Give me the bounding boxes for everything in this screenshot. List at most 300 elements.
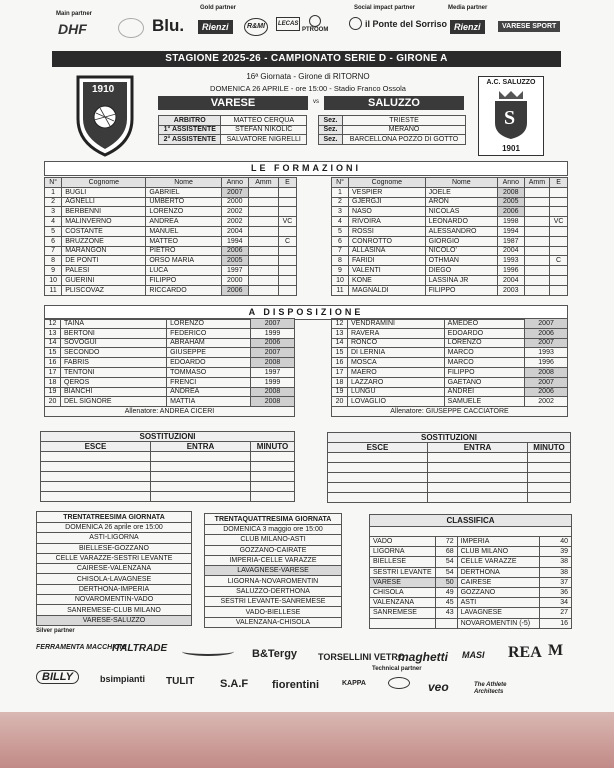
standings-team: BIELLESE (370, 557, 436, 567)
player-year: 2007 (525, 338, 568, 348)
col-amm: Amm (524, 178, 550, 188)
player-surname: MOSCA (348, 358, 445, 368)
player-surname: BERBENNI (62, 207, 146, 217)
player-cautions (248, 187, 278, 197)
player-surname: BUGLI (62, 187, 146, 197)
player-year: 2008 (525, 367, 568, 377)
player-number: 15 (45, 348, 61, 358)
player-role (278, 275, 296, 285)
player-surname: QEROS (61, 377, 167, 387)
player-number: 12 (45, 319, 61, 329)
silver-partner-logo: MASI (462, 650, 485, 660)
fixture: CAIRESE-VALENZANA (37, 564, 192, 574)
player-number: 15 (332, 348, 348, 358)
player-surname: MARANGON (62, 246, 146, 256)
player-name: MARCO (444, 358, 524, 368)
player-year: 2002 (221, 207, 248, 217)
sub-minute-cell[interactable] (528, 453, 571, 463)
sub-out-cell[interactable] (41, 492, 151, 502)
col-amm: Amm (248, 178, 278, 188)
player-year: 2006 (221, 285, 248, 295)
player-name: PIETRO (146, 246, 221, 256)
player-year: 2008 (251, 397, 295, 407)
sub-in-cell[interactable] (428, 453, 528, 463)
standings-team: CAIRESE (457, 577, 539, 587)
player-role: VC (278, 217, 296, 227)
silver-partner-logo: bsimpianti (100, 674, 146, 684)
player-name: LORENZO (444, 338, 524, 348)
player-name: GABRIEL (146, 187, 221, 197)
standings-row (370, 557, 572, 567)
player-name: LEONARDO (425, 217, 497, 227)
sub-out-cell[interactable] (328, 463, 428, 473)
official-role: 1° ASSISTENTE (159, 125, 221, 135)
fixture: VALENZANA-CHISOLA (205, 617, 342, 627)
player-cautions (248, 207, 278, 217)
subs-header-row (328, 443, 571, 453)
player-number: 7 (45, 246, 62, 256)
sub-in-cell[interactable] (151, 492, 251, 502)
player-number: 3 (332, 207, 349, 217)
away-team-name: SALUZZO (324, 96, 464, 110)
player-year: 2002 (221, 217, 248, 227)
fixture-row (37, 543, 192, 553)
player-name: OTHMAN (425, 256, 497, 266)
subs-minuto-header: MINUTO (251, 442, 295, 452)
player-cautions (248, 236, 278, 246)
saluzzo-crest-icon (478, 76, 544, 156)
player-cautions (248, 197, 278, 207)
home-subs-table (40, 431, 295, 502)
player-number: 19 (332, 387, 348, 397)
player-number: 10 (45, 275, 62, 285)
standings-row (370, 547, 572, 557)
official-row (159, 135, 307, 145)
player-year: 2007 (525, 319, 568, 329)
coach-row (332, 407, 568, 417)
player-year: 2008 (251, 358, 295, 368)
player-surname: MAGNALDI (349, 285, 426, 295)
sub-minute-cell[interactable] (251, 472, 295, 482)
standings-points (435, 618, 457, 628)
player-year: 1997 (221, 266, 248, 276)
player-year: 2005 (498, 197, 525, 207)
formazioni-title: LE FORMAZIONI (44, 161, 568, 176)
player-surname: DEL SIGNORE (61, 397, 167, 407)
varese-crest-year: 1910 (92, 84, 115, 95)
player-name: GAETANO (444, 377, 524, 387)
sub-in-cell[interactable] (151, 482, 251, 492)
player-role (278, 207, 296, 217)
gold-partner-logo: LECAS (276, 17, 300, 31)
sez-label: Sez. (319, 116, 343, 126)
sub-minute-cell[interactable] (528, 473, 571, 483)
player-year: 2006 (221, 246, 248, 256)
sub-minute-cell[interactable] (528, 463, 571, 473)
player-name: FRENCI (167, 377, 251, 387)
player-number: 20 (332, 397, 348, 407)
player-surname: VALENTI (349, 266, 426, 276)
classifica-title-row (370, 515, 572, 527)
substitution-row (328, 483, 571, 493)
player-year: 2006 (498, 207, 525, 217)
fixture: CLUB MILANO-ASTI (205, 535, 342, 545)
substitution-row (41, 472, 295, 482)
away-coach: Allenatore: GIUSEPPE CACCIATORE (332, 407, 568, 417)
player-year: 1998 (498, 217, 525, 227)
col-number: N° (332, 178, 349, 188)
col-anno: Anno (498, 178, 525, 188)
sub-in-cell[interactable] (428, 463, 528, 473)
player-name: LORENZO (146, 207, 221, 217)
player-surname: KONE (349, 275, 426, 285)
player-name: ANDREA (146, 217, 221, 227)
classifica-spacer-row (370, 527, 572, 537)
sub-minute-cell[interactable] (528, 483, 571, 493)
player-role (550, 226, 568, 236)
player-cautions (524, 217, 550, 227)
fixture-row (205, 586, 342, 596)
player-name: GIORGIO (425, 236, 497, 246)
sub-in-cell[interactable] (428, 473, 528, 483)
player-cautions (248, 266, 278, 276)
player-row (45, 387, 295, 397)
fixture-row (37, 564, 192, 574)
player-surname: RIVOIRA (349, 217, 426, 227)
official-section: MERANO (343, 125, 466, 135)
player-year: 2004 (498, 246, 525, 256)
player-name: MARCO (444, 348, 524, 358)
player-number: 11 (45, 285, 62, 295)
sub-out-cell[interactable] (41, 452, 151, 462)
silver-partner-label: Silver partner (36, 628, 75, 634)
player-role (550, 207, 568, 217)
sub-in-cell[interactable] (151, 472, 251, 482)
sub-minute-cell[interactable] (528, 493, 571, 503)
player-row (332, 358, 568, 368)
player-row (45, 246, 297, 256)
player-number: 6 (332, 236, 349, 246)
player-row (45, 377, 295, 387)
background-floor (0, 712, 614, 768)
standings-team: CELLE VARAZZE (457, 557, 539, 567)
sub-in-cell[interactable] (428, 493, 528, 503)
fixture-row (37, 615, 192, 625)
substitution-row (328, 453, 571, 463)
sub-out-cell[interactable] (328, 453, 428, 463)
official-role: 2° ASSISTENTE (159, 135, 221, 145)
standings-team: LAVAGNESE (457, 608, 539, 618)
silver-partner-logo: B&Tergy (252, 648, 298, 660)
player-year: 2007 (251, 319, 295, 329)
standings-points: 45 (435, 598, 457, 608)
player-surname: ROSSI (349, 226, 426, 236)
standings-row (370, 618, 572, 628)
player-surname: VENDRAMINI (348, 319, 445, 329)
player-role (278, 256, 296, 266)
fixture: CELLE VARAZZE-SESTRI LEVANTE (37, 553, 192, 563)
fixture-row (205, 545, 342, 555)
sub-in-cell[interactable] (428, 483, 528, 493)
classifica-title: CLASSIFICA (370, 515, 572, 527)
player-number: 11 (332, 285, 349, 295)
standings-team: SESTRI LEVANTE (370, 567, 436, 577)
silver-partner-logo: TORSELLINI VETRO (318, 652, 405, 662)
player-name: ARON (425, 197, 497, 207)
media-partner-label: Media partner (448, 5, 488, 11)
sez-label: Sez. (319, 135, 343, 145)
standings-points: 54 (435, 567, 457, 577)
gold-partner-logo: PTROOM (302, 27, 329, 33)
player-name: LORENZO (167, 319, 251, 329)
player-role (550, 275, 568, 285)
player-row (45, 226, 297, 236)
official-row (159, 125, 307, 135)
player-row (332, 387, 568, 397)
away-subs-table (327, 432, 571, 503)
social-partner-logo: il Ponte del Sorriso (365, 19, 448, 29)
player-year: 2004 (221, 226, 248, 236)
standings-team: CHISOLA (370, 587, 436, 597)
player-number: 6 (45, 236, 62, 246)
subs-minuto-header: MINUTO (528, 443, 571, 453)
player-number: 13 (332, 328, 348, 338)
player-year: 1999 (251, 328, 295, 338)
player-row (45, 197, 297, 207)
standings-points: 36 (539, 587, 571, 597)
player-row (45, 256, 297, 266)
standings-points: 50 (435, 577, 457, 587)
classifica-table (369, 514, 572, 629)
player-number: 1 (45, 187, 62, 197)
player-year: 2008 (251, 387, 295, 397)
player-surname: ALLASINA (349, 246, 426, 256)
player-name: JOELE (425, 187, 497, 197)
player-row (332, 256, 568, 266)
player-year: 1987 (498, 236, 525, 246)
sub-in-cell[interactable] (151, 452, 251, 462)
player-number: 18 (45, 377, 61, 387)
player-number: 3 (45, 207, 62, 217)
sez-label: Sez. (319, 125, 343, 135)
home-bench-table (44, 318, 295, 417)
player-year: 2006 (525, 387, 568, 397)
player-role (278, 246, 296, 256)
player-year: 2007 (525, 377, 568, 387)
saluzzo-crest-year: 1901 (502, 144, 520, 153)
silver-partner-logo: BILLY (36, 670, 79, 684)
player-year: 1994 (221, 236, 248, 246)
player-cautions (248, 285, 278, 295)
sub-minute-cell[interactable] (251, 482, 295, 492)
standings-team: SANREMESE (370, 608, 436, 618)
silver-partner-logo: M (548, 642, 564, 659)
standings-points: 38 (539, 567, 571, 577)
player-number: 5 (45, 226, 62, 236)
player-cautions (248, 226, 278, 236)
player-row (332, 367, 568, 377)
player-surname: AGNELLI (62, 197, 146, 207)
silver-partner-logo: REA (508, 644, 542, 661)
fixture-row (37, 605, 192, 615)
player-number: 9 (332, 266, 349, 276)
player-year: 2005 (221, 256, 248, 266)
player-name: LASSINA JR (425, 275, 497, 285)
player-number: 18 (332, 377, 348, 387)
standings-row (370, 537, 572, 547)
player-surname: LUNGU (348, 387, 445, 397)
silver-partner-logo: veo (428, 680, 449, 694)
player-role (278, 197, 296, 207)
player-role (550, 246, 568, 256)
sub-out-cell[interactable] (328, 493, 428, 503)
sub-minute-cell[interactable] (251, 452, 295, 462)
player-year: 2002 (525, 397, 568, 407)
round34-title: TRENTAQUATTRESIMA GIORNATA (205, 514, 342, 525)
round34-date: DOMENICA 3 maggio ore 15:00 (205, 525, 342, 535)
subs-title: SOSTITUZIONI (41, 432, 295, 442)
lineup-header-row (45, 178, 297, 188)
player-surname: CONROTTO (349, 236, 426, 246)
standings-points: 49 (435, 587, 457, 597)
player-surname: SOVOGUI (61, 338, 167, 348)
player-row (332, 236, 568, 246)
player-name: TOMMASO (167, 367, 251, 377)
round33-title: TRENTATREESIMA GIORNATA (37, 512, 192, 523)
player-cautions (248, 246, 278, 256)
player-role: VC (550, 217, 568, 227)
gold-partner-label: Gold partner (200, 5, 237, 11)
player-row (332, 197, 568, 207)
substitution-row (41, 482, 295, 492)
player-name: UMBERTO (146, 197, 221, 207)
col-e: E (278, 178, 296, 188)
standings-team: VADO (370, 537, 436, 547)
player-row (45, 217, 297, 227)
player-row (332, 187, 568, 197)
col-anno: Anno (221, 178, 248, 188)
saluzzo-crest-name: A.C. SALUZZO (486, 79, 536, 86)
sub-out-cell[interactable] (41, 462, 151, 472)
player-number: 9 (45, 266, 62, 276)
signature-logo-icon (182, 647, 234, 656)
player-row (45, 207, 297, 217)
player-year: 2003 (498, 285, 525, 295)
silver-partner-logo: S.A.F (220, 678, 249, 690)
sub-in-cell[interactable] (151, 462, 251, 472)
smile-icon (349, 17, 362, 30)
sub-out-cell[interactable] (41, 472, 151, 482)
standings-points: 40 (539, 537, 571, 547)
subs-title: SOSTITUZIONI (328, 433, 571, 443)
standings-row (370, 608, 572, 618)
standings-row (370, 567, 572, 577)
player-year: 2004 (498, 275, 525, 285)
sub-out-cell[interactable] (328, 473, 428, 483)
player-number: 8 (45, 256, 62, 266)
player-surname: TAINA (61, 319, 167, 329)
player-name: DIEGO (425, 266, 497, 276)
player-number: 4 (45, 217, 62, 227)
standings-team: IMPERIA (457, 537, 539, 547)
player-year: 2006 (525, 328, 568, 338)
player-role (278, 187, 296, 197)
player-year: 1997 (251, 367, 295, 377)
standings-team: VALENZANA (370, 598, 436, 608)
player-number: 17 (45, 367, 61, 377)
player-row (332, 275, 568, 285)
badge-logo-icon (388, 677, 410, 689)
player-surname: LAZZARO (348, 377, 445, 387)
round33-date: DOMENICA 26 aprile ore 15:00 (37, 523, 192, 533)
silver-partner-logo: maghetti (398, 650, 449, 664)
player-name: ORSO MARIA (146, 256, 221, 266)
fixture-row (37, 553, 192, 563)
silver-partner-logo: FERRAMENTA MACCHIONI (36, 644, 127, 651)
official-role: ARBITRO (159, 116, 221, 126)
standings-points: 68 (435, 547, 457, 557)
match-datetime: DOMENICA 26 APRILE - ore 15:00 - Stadio Franco Ossola (210, 84, 406, 93)
standings-points: 43 (435, 608, 457, 618)
player-cautions (248, 256, 278, 266)
player-row (332, 377, 568, 387)
player-role (550, 285, 568, 295)
player-number: 14 (45, 338, 61, 348)
standings-points: 37 (539, 577, 571, 587)
standings-team: NOVAROMENTIN (-5) (457, 618, 539, 628)
player-name: FEDERICO (167, 328, 251, 338)
social-partner-label: Social impact partner (354, 5, 416, 11)
sub-out-cell[interactable] (41, 482, 151, 492)
player-cautions (524, 275, 550, 285)
player-name: FILIPPO (425, 285, 497, 295)
player-row (45, 266, 297, 276)
player-row (332, 226, 568, 236)
fixture-row (205, 576, 342, 586)
fixture-row (37, 574, 192, 584)
standings-row (370, 598, 572, 608)
sub-minute-cell[interactable] (251, 492, 295, 502)
player-surname: FARIDI (349, 256, 426, 266)
silver-partner-logo: TULIT (166, 676, 195, 687)
silver-partner-logo: ITALTRADE (112, 643, 168, 654)
player-number: 16 (45, 358, 61, 368)
round-date-row (205, 525, 342, 535)
substitution-row (41, 462, 295, 472)
player-surname: MALINVERNO (62, 217, 146, 227)
sub-out-cell[interactable] (328, 483, 428, 493)
player-name: SAMUELE (444, 397, 524, 407)
player-year: 2000 (221, 275, 248, 285)
gold-partner-logo: R&MI (244, 18, 268, 36)
player-role: C (550, 256, 568, 266)
player-name: ABRAHAM (167, 338, 251, 348)
sub-minute-cell[interactable] (251, 462, 295, 472)
official-name: MATTEO CERQUA (221, 116, 307, 126)
player-cautions (524, 246, 550, 256)
standings-team: LIGORNA (370, 547, 436, 557)
player-cautions (248, 275, 278, 285)
season-banner: STAGIONE 2025-26 - CAMPIONATO SERIE D - GIRONE A (52, 51, 561, 67)
player-number: 17 (332, 367, 348, 377)
player-surname: RONCO (348, 338, 445, 348)
player-row (45, 338, 295, 348)
round34-table (204, 513, 342, 628)
standings-team: DERTHONA (457, 567, 539, 577)
player-row (45, 285, 297, 295)
player-role (550, 236, 568, 246)
fixture: SANREMESE-CLUB MILANO (37, 605, 192, 615)
